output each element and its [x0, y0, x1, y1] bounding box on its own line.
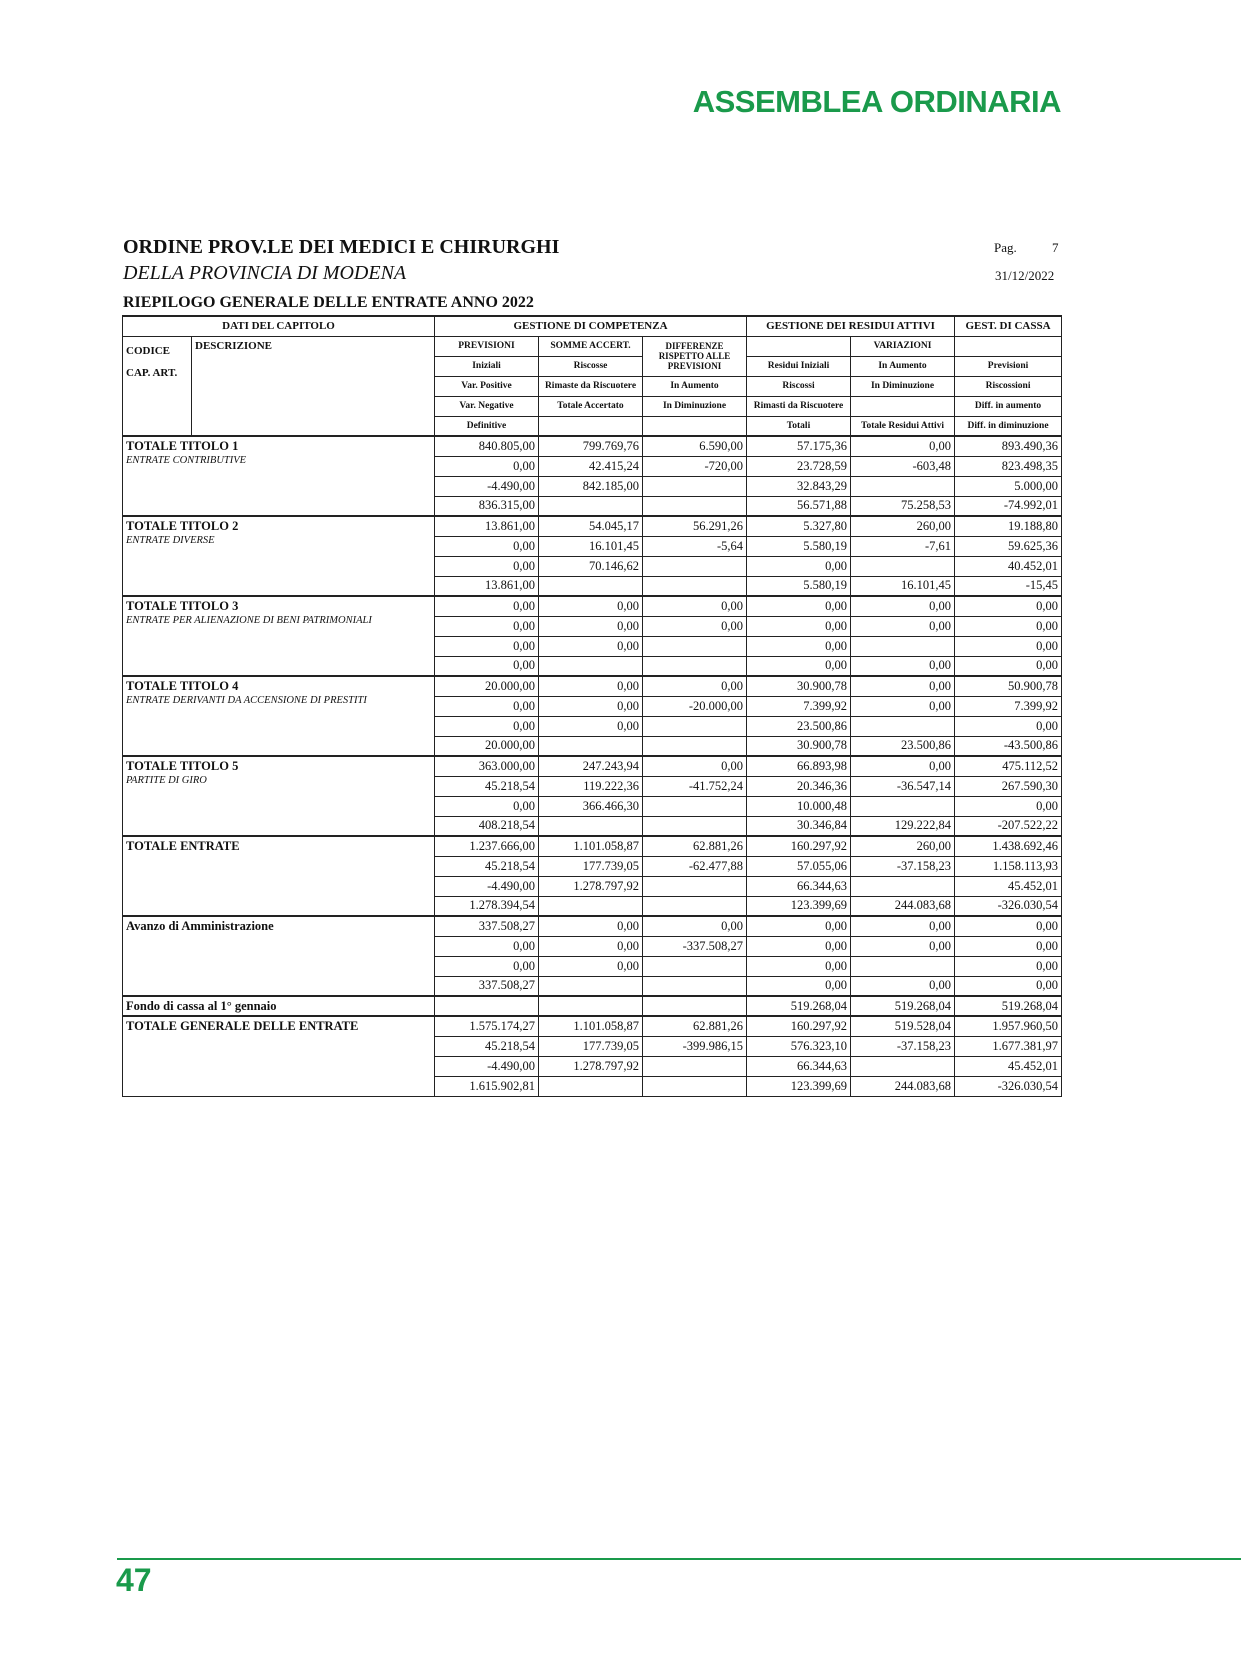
header-riscossi: Riscossi — [747, 376, 851, 396]
table-cell: 5.327,80 — [747, 516, 851, 536]
table-cell: 16.101,45 — [539, 536, 643, 556]
table-cell: 519.528,04 — [851, 1016, 955, 1036]
table-cell: -37.158,23 — [851, 1036, 955, 1056]
table-cell: 123.399,69 — [747, 1076, 851, 1096]
table-cell: 408.218,54 — [435, 816, 539, 836]
table-cell: 0,00 — [539, 616, 643, 636]
table-cell: 576.323,10 — [747, 1036, 851, 1056]
table-cell: 0,00 — [851, 596, 955, 616]
table-cell: 0,00 — [539, 716, 643, 736]
header-blank — [643, 416, 747, 436]
header-codice — [123, 336, 192, 436]
group-subtitle: ENTRATE CONTRIBUTIVE — [126, 455, 247, 466]
table-cell: 247.243,94 — [539, 756, 643, 776]
header-variazioni: VARIAZIONI — [851, 336, 955, 356]
table-cell: 0,00 — [955, 596, 1062, 616]
table-cell: 1.101.058,87 — [539, 1016, 643, 1036]
table-cell — [851, 1056, 955, 1076]
header-blank — [747, 336, 851, 356]
table-cell: 0,00 — [539, 936, 643, 956]
table-cell — [851, 476, 955, 496]
header-row-1 — [123, 336, 1062, 356]
group-label — [123, 1016, 435, 1096]
table-cell: 66.344,63 — [747, 1056, 851, 1076]
table-row — [123, 756, 1062, 776]
table-cell: 45.452,01 — [955, 1056, 1062, 1076]
header-blank — [851, 396, 955, 416]
table-cell: 244.083,68 — [851, 1076, 955, 1096]
table-cell: 1.278.797,92 — [539, 1056, 643, 1076]
table-cell: 54.045,17 — [539, 516, 643, 536]
table-cell: 519.268,04 — [747, 996, 851, 1016]
table-cell — [643, 716, 747, 736]
header-dati-capitolo: DATI DEL CAPITOLO — [123, 316, 435, 336]
table-cell: 42.415,24 — [539, 456, 643, 476]
table-cell: 0,00 — [955, 656, 1062, 676]
table-cell: 0,00 — [539, 676, 643, 696]
group-title: TOTALE GENERALE DELLE ENTRATE — [126, 1019, 359, 1033]
table-cell: -326.030,54 — [955, 1076, 1062, 1096]
table-cell: 823.498,35 — [955, 456, 1062, 476]
table-cell: -603,48 — [851, 456, 955, 476]
table-cell: 57.055,06 — [747, 856, 851, 876]
header-cassa-diff-aumento: Diff. in aumento — [955, 396, 1062, 416]
header-cap-art-label: CAP. ART. — [126, 366, 178, 379]
table-cell: 62.881,26 — [643, 836, 747, 856]
table-cell — [851, 716, 955, 736]
header-previsioni-cassa: Previsioni — [955, 356, 1062, 376]
table-cell: 0,00 — [747, 956, 851, 976]
table-cell: 0,00 — [539, 596, 643, 616]
table-cell — [539, 496, 643, 516]
table-cell: 30.900,78 — [747, 736, 851, 756]
table-cell: 23.500,86 — [747, 716, 851, 736]
table-cell: -37.158,23 — [851, 856, 955, 876]
table-cell: 59.625,36 — [955, 536, 1062, 556]
table-cell: 20.346,36 — [747, 776, 851, 796]
table-cell — [643, 896, 747, 916]
table-row — [123, 436, 1062, 456]
table-cell: 30.346,84 — [747, 816, 851, 836]
table-cell: 799.769,76 — [539, 436, 643, 456]
section-banner: ASSEMBLEA ORDINARIA — [692, 84, 1061, 119]
table-cell: 337.508,27 — [435, 916, 539, 936]
table-cell: 842.185,00 — [539, 476, 643, 496]
header-in-diminuzione: In Diminuzione — [851, 376, 955, 396]
table-cell: 840.805,00 — [435, 436, 539, 456]
table-cell: -337.508,27 — [643, 936, 747, 956]
header-rimaste-da-riscuotere: Rimaste da Riscuotere — [539, 376, 643, 396]
table-cell: 0,00 — [643, 596, 747, 616]
header-gestione-cassa: GEST. DI CASSA — [955, 316, 1062, 336]
table-cell: 0,00 — [955, 916, 1062, 936]
report-date: 31/12/2022 — [995, 268, 1055, 283]
header-gestione-competenza: GESTIONE DI COMPETENZA — [435, 316, 747, 336]
table-cell: 123.399,69 — [747, 896, 851, 916]
table-cell: 7.399,92 — [747, 696, 851, 716]
table-cell: -4.490,00 — [435, 1056, 539, 1076]
table-cell: 0,00 — [539, 696, 643, 716]
table-cell: -4.490,00 — [435, 476, 539, 496]
header-var-negative: Var. Negative — [435, 396, 539, 416]
table-cell: 0,00 — [851, 936, 955, 956]
table-cell — [643, 476, 747, 496]
header-blank — [539, 416, 643, 436]
table-cell: 0,00 — [747, 596, 851, 616]
table-cell: 519.268,04 — [851, 996, 955, 1016]
organization-province: DELLA PROVINCIA DI MODENA — [123, 262, 407, 284]
table-cell: 363.000,00 — [435, 756, 539, 776]
table-cell — [643, 956, 747, 976]
table-cell — [851, 556, 955, 576]
table-cell: 20.000,00 — [435, 676, 539, 696]
table-cell: 5.580,19 — [747, 536, 851, 556]
header-residui-iniziali: Residui Iniziali — [747, 356, 851, 376]
table-cell: 10.000,48 — [747, 796, 851, 816]
header-descrizione: DESCRIZIONE — [192, 336, 435, 436]
table-cell: 0,00 — [851, 616, 955, 636]
page-label: Pag. — [994, 240, 1017, 255]
table-cell: 0,00 — [435, 656, 539, 676]
table-cell: -4.490,00 — [435, 876, 539, 896]
table-cell: -15,45 — [955, 576, 1062, 596]
table-cell: 0,00 — [539, 956, 643, 976]
header-totale-residui-attivi: Totale Residui Attivi — [851, 416, 955, 436]
table-cell: 70.146,62 — [539, 556, 643, 576]
table-cell: 160.297,92 — [747, 1016, 851, 1036]
table-cell: 66.893,98 — [747, 756, 851, 776]
report-title: RIEPILOGO GENERALE DELLE ENTRATE ANNO 2022 — [123, 294, 534, 311]
header-cassa-diff-diminuzione: Diff. in diminuzione — [955, 416, 1062, 436]
table-cell: 0,00 — [435, 596, 539, 616]
table-cell: -399.986,15 — [643, 1036, 747, 1056]
table-cell: 260,00 — [851, 836, 955, 856]
table-cell: 1.677.381,97 — [955, 1036, 1062, 1056]
table-cell: 13.861,00 — [435, 576, 539, 596]
table-cell: 0,00 — [747, 636, 851, 656]
table-cell — [643, 636, 747, 656]
table-cell: 0,00 — [851, 916, 955, 936]
table-cell: 20.000,00 — [435, 736, 539, 756]
table-cell: 0,00 — [435, 556, 539, 576]
table-cell — [851, 636, 955, 656]
table-cell: 0,00 — [435, 716, 539, 736]
header-iniziali: Iniziali — [435, 356, 539, 376]
table-cell — [643, 876, 747, 896]
group-title: TOTALE TITOLO 2 — [126, 519, 239, 533]
table-cell: 836.315,00 — [435, 496, 539, 516]
header-differenze: DIFFERENZE RISPETTO ALLE PREVISIONI — [643, 336, 747, 376]
table-cell — [643, 736, 747, 756]
table-cell: 0,00 — [435, 616, 539, 636]
header-riscossioni: Riscossioni — [955, 376, 1062, 396]
table-cell: 0,00 — [955, 636, 1062, 656]
table-cell — [539, 996, 643, 1016]
group-label — [123, 756, 435, 836]
table-cell: 0,00 — [435, 936, 539, 956]
table-row — [123, 836, 1062, 856]
table-cell: 0,00 — [435, 536, 539, 556]
table-cell: 0,00 — [539, 916, 643, 936]
table-cell: 0,00 — [747, 976, 851, 996]
table-cell: 0,00 — [435, 456, 539, 476]
table-cell: 0,00 — [851, 696, 955, 716]
footer-divider — [117, 1558, 1241, 1560]
table-cell: 0,00 — [747, 656, 851, 676]
table-cell: 45.452,01 — [955, 876, 1062, 896]
group-subtitle: PARTITE DI GIRO — [126, 775, 207, 786]
table-cell: 1.237.666,00 — [435, 836, 539, 856]
table-cell: 0,00 — [435, 636, 539, 656]
table-cell: 1.278.797,92 — [539, 876, 643, 896]
group-label — [123, 436, 435, 516]
table-cell: 0,00 — [643, 676, 747, 696]
header-in-aumento: In Aumento — [851, 356, 955, 376]
table-row — [123, 516, 1062, 536]
table-cell: 16.101,45 — [851, 576, 955, 596]
footer-page-number: 47 — [116, 1562, 152, 1598]
header-diff-in-diminuzione: In Diminuzione — [643, 396, 747, 416]
table-cell: 32.843,29 — [747, 476, 851, 496]
group-title: TOTALE TITOLO 5 — [126, 759, 239, 773]
table-cell: 366.466,30 — [539, 796, 643, 816]
group-subtitle: ENTRATE DIVERSE — [126, 535, 215, 546]
table-cell — [851, 956, 955, 976]
table-cell: 260,00 — [851, 516, 955, 536]
entrate-summary-table — [122, 315, 1062, 1097]
table-cell: 129.222,84 — [851, 816, 955, 836]
table-cell: 1.615.902,81 — [435, 1076, 539, 1096]
group-label — [123, 516, 435, 596]
header-definitive: Definitive — [435, 416, 539, 436]
table-cell: 0,00 — [955, 936, 1062, 956]
table-cell: -7,61 — [851, 536, 955, 556]
header-diff-in-aumento: In Aumento — [643, 376, 747, 396]
table-cell — [643, 576, 747, 596]
header-blank — [955, 336, 1062, 356]
table-cell: 0,00 — [851, 756, 955, 776]
table-cell — [643, 796, 747, 816]
table-cell: 1.575.174,27 — [435, 1016, 539, 1036]
table-cell: 0,00 — [747, 916, 851, 936]
table-cell — [851, 796, 955, 816]
group-label — [123, 676, 435, 756]
table-cell: -20.000,00 — [643, 696, 747, 716]
table-cell — [643, 656, 747, 676]
table-cell: 75.258,53 — [851, 496, 955, 516]
table-cell: 244.083,68 — [851, 896, 955, 916]
group-title: Fondo di cassa al 1° gennaio — [123, 996, 435, 1016]
table-cell: 1.158.113,93 — [955, 856, 1062, 876]
table-cell: -207.522,22 — [955, 816, 1062, 836]
table-cell: 23.500,86 — [851, 736, 955, 756]
table-row — [123, 996, 1062, 1016]
table-cell — [539, 736, 643, 756]
table-cell: -74.992,01 — [955, 496, 1062, 516]
table-row — [123, 1016, 1062, 1036]
group-title: TOTALE TITOLO 1 — [126, 439, 239, 453]
header-gestione-residui: GESTIONE DEI RESIDUI ATTIVI — [747, 316, 955, 336]
table-cell: 66.344,63 — [747, 876, 851, 896]
table-cell: -43.500,86 — [955, 736, 1062, 756]
header-riscosse: Riscosse — [539, 356, 643, 376]
table-cell: 0,00 — [851, 656, 955, 676]
table-cell — [851, 876, 955, 896]
table-cell: 119.222,36 — [539, 776, 643, 796]
table-cell — [539, 576, 643, 596]
table-cell: -41.752,24 — [643, 776, 747, 796]
table-cell — [539, 656, 643, 676]
table-cell: 0,00 — [747, 936, 851, 956]
organization-name: ORDINE PROV.LE DEI MEDICI E CHIRURGHI — [123, 236, 560, 258]
table-cell: 0,00 — [955, 616, 1062, 636]
table-cell: 45.218,54 — [435, 1036, 539, 1056]
table-row — [123, 916, 1062, 936]
table-cell: 519.268,04 — [955, 996, 1062, 1016]
table-cell: 0,00 — [643, 756, 747, 776]
table-cell: 0,00 — [851, 436, 955, 456]
group-label — [123, 836, 435, 916]
table-cell: 56.571,88 — [747, 496, 851, 516]
table-cell: 30.900,78 — [747, 676, 851, 696]
header-codice-label: CODICE — [126, 344, 171, 357]
table-cell: 0,00 — [435, 956, 539, 976]
table-cell: 7.399,92 — [955, 696, 1062, 716]
group-subtitle: ENTRATE DERIVANTI DA ACCENSIONE DI PRESTITI — [126, 695, 367, 706]
group-title: Avanzo di Amministrazione — [126, 919, 274, 933]
header-previsioni: PREVISIONI — [435, 336, 539, 356]
table-cell: 62.881,26 — [643, 1016, 747, 1036]
table-cell: 0,00 — [435, 696, 539, 716]
group-subtitle: ENTRATE PER ALIENAZIONE DI BENI PATRIMONIALI — [126, 615, 372, 626]
table-cell: 0,00 — [851, 976, 955, 996]
table-cell: 0,00 — [955, 956, 1062, 976]
table-cell: 1.278.394,54 — [435, 896, 539, 916]
table-cell — [643, 1076, 747, 1096]
header-totali: Totali — [747, 416, 851, 436]
table-cell: 0,00 — [747, 616, 851, 636]
table-cell: 177.739,05 — [539, 1036, 643, 1056]
table-row — [123, 676, 1062, 696]
group-label — [123, 596, 435, 676]
table-cell: -36.547,14 — [851, 776, 955, 796]
table-cell: 13.861,00 — [435, 516, 539, 536]
table-cell: 177.739,05 — [539, 856, 643, 876]
table-cell: 1.957.960,50 — [955, 1016, 1062, 1036]
header-somme-accert: SOMME ACCERT. — [539, 336, 643, 356]
table-cell — [643, 1056, 747, 1076]
group-title: TOTALE TITOLO 4 — [126, 679, 239, 693]
table-cell — [539, 896, 643, 916]
table-cell: -326.030,54 — [955, 896, 1062, 916]
table-cell: 1.101.058,87 — [539, 836, 643, 856]
table-cell — [539, 976, 643, 996]
table-cell: 0,00 — [643, 616, 747, 636]
table-cell: 0,00 — [955, 976, 1062, 996]
table-cell: 160.297,92 — [747, 836, 851, 856]
table-cell: 23.728,59 — [747, 456, 851, 476]
table-cell — [435, 996, 539, 1016]
table-cell — [643, 996, 747, 1016]
header-group-row — [123, 316, 1062, 336]
table-cell: -62.477,88 — [643, 856, 747, 876]
table-cell — [643, 496, 747, 516]
table-cell — [643, 816, 747, 836]
table-cell: 0,00 — [747, 556, 851, 576]
table-cell: 267.590,30 — [955, 776, 1062, 796]
table-cell: 0,00 — [435, 796, 539, 816]
table-cell: 337.508,27 — [435, 976, 539, 996]
table-cell — [643, 976, 747, 996]
table-cell: 0,00 — [955, 716, 1062, 736]
table-cell: 6.590,00 — [643, 436, 747, 456]
header-var-positive: Var. Positive — [435, 376, 539, 396]
table-cell: 5.580,19 — [747, 576, 851, 596]
report-page-number: 7 — [1052, 240, 1059, 255]
table-cell: 0,00 — [539, 636, 643, 656]
table-cell: 40.452,01 — [955, 556, 1062, 576]
table-cell: 50.900,78 — [955, 676, 1062, 696]
table-cell: 45.218,54 — [435, 856, 539, 876]
table-cell: 0,00 — [851, 676, 955, 696]
table-cell: 0,00 — [643, 916, 747, 936]
table-cell: -720,00 — [643, 456, 747, 476]
header-rimasti-da-riscuotere: Rimasti da Riscuotere — [747, 396, 851, 416]
header-totale-accertato: Totale Accertato — [539, 396, 643, 416]
table-cell: 0,00 — [955, 796, 1062, 816]
table-cell: -5,64 — [643, 536, 747, 556]
group-title: TOTALE TITOLO 3 — [126, 599, 239, 613]
table-cell: 45.218,54 — [435, 776, 539, 796]
group-label — [123, 916, 435, 996]
table-cell: 57.175,36 — [747, 436, 851, 456]
table-cell: 56.291,26 — [643, 516, 747, 536]
table-cell: 475.112,52 — [955, 756, 1062, 776]
table-cell — [539, 1076, 643, 1096]
table-cell: 19.188,80 — [955, 516, 1062, 536]
table-cell: 893.490,36 — [955, 436, 1062, 456]
group-title: TOTALE ENTRATE — [126, 839, 240, 853]
table-cell — [539, 816, 643, 836]
table-cell: 1.438.692,46 — [955, 836, 1062, 856]
table-row — [123, 596, 1062, 616]
table-cell — [643, 556, 747, 576]
table-cell: 5.000,00 — [955, 476, 1062, 496]
